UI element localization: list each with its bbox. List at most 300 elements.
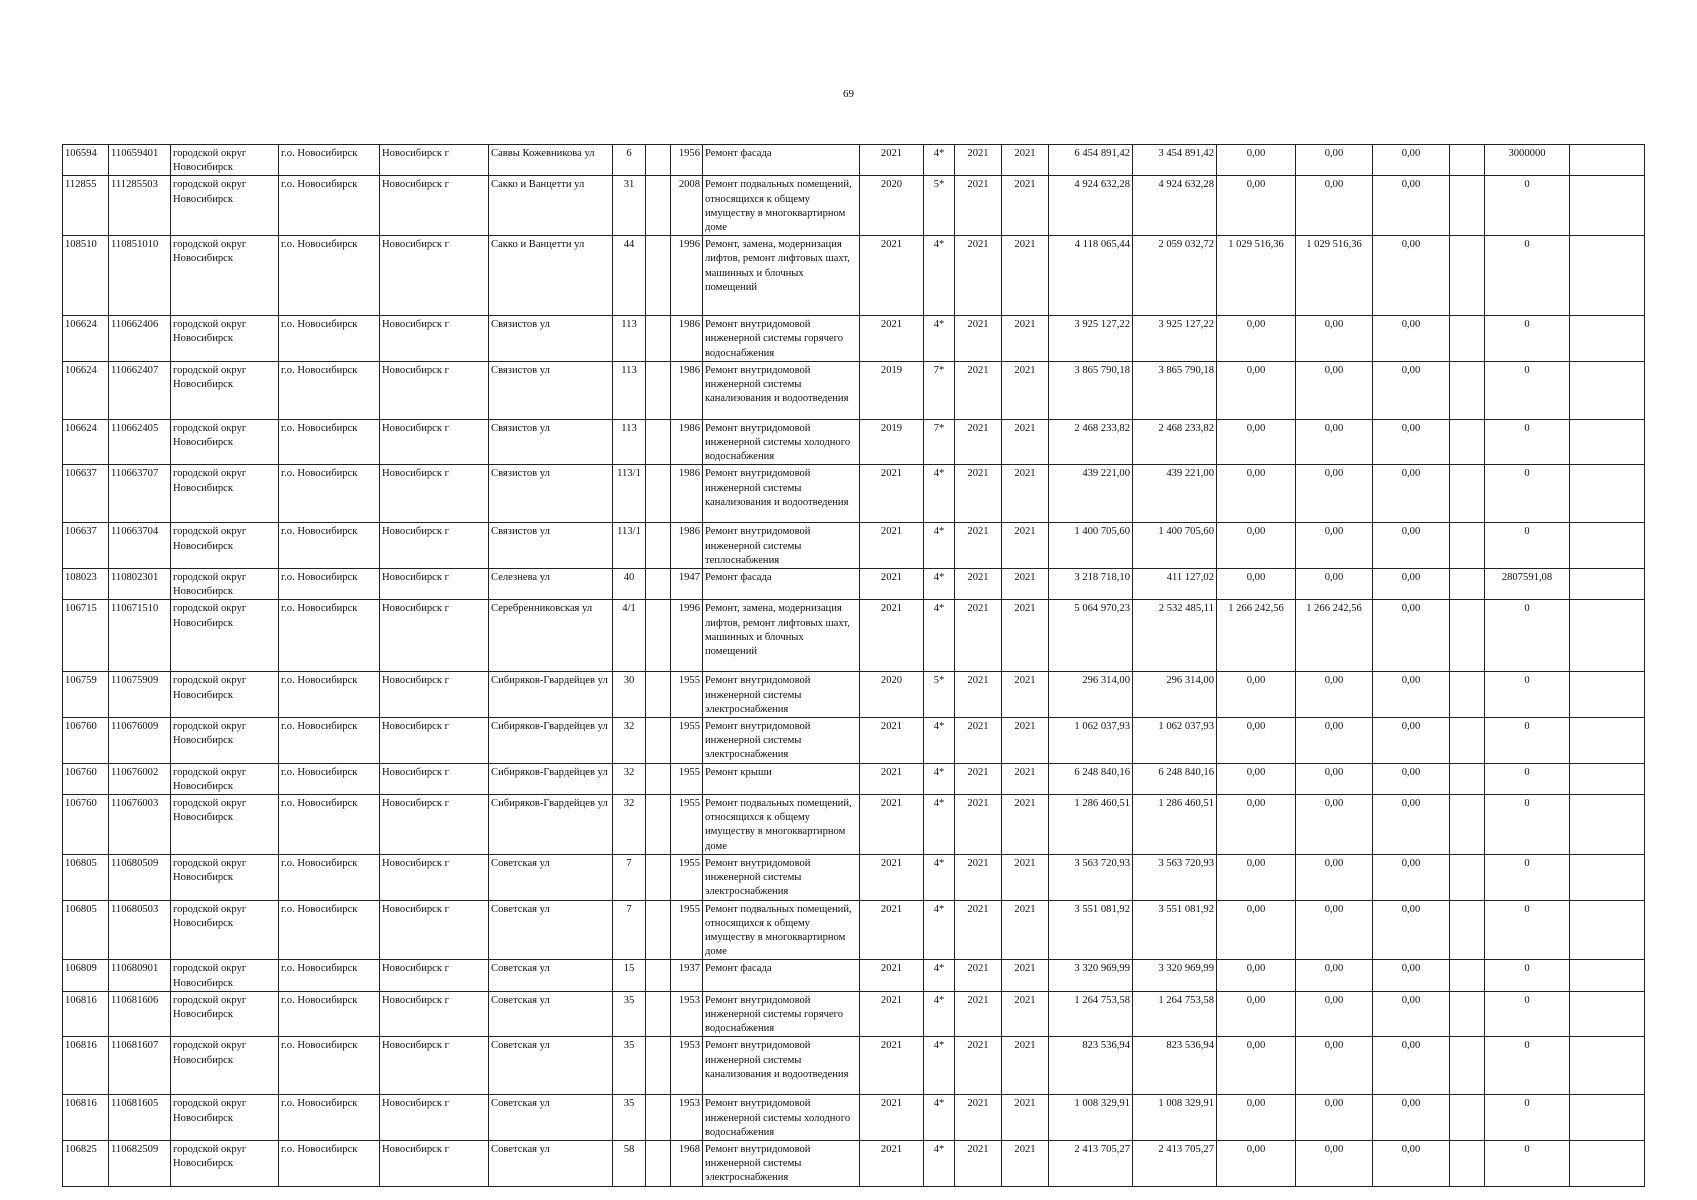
cell-s2: 0,00 bbox=[1217, 1095, 1296, 1141]
cell-code: 110662405 bbox=[109, 419, 171, 465]
cell-s2: 0,00 bbox=[1217, 569, 1296, 600]
table-row bbox=[63, 145, 1645, 176]
cell-street: Саввы Кожевникова ул bbox=[489, 145, 613, 176]
cell-y1: 2020 bbox=[860, 672, 924, 718]
cell-munic: г.о. Новосибирск bbox=[279, 600, 380, 672]
cell-code: 110662407 bbox=[109, 361, 171, 419]
cell-work: Ремонт внутридомовой инженерной системы холодного водоснабжения bbox=[703, 419, 860, 465]
cell-s3: 1 029 516,36 bbox=[1296, 236, 1373, 316]
cell-s5: 0 bbox=[1485, 795, 1570, 855]
cell-y2: 2021 bbox=[955, 795, 1002, 855]
cell-empty3 bbox=[1570, 672, 1645, 718]
cell-id: 112855 bbox=[63, 176, 109, 236]
cell-code: 110681607 bbox=[109, 1037, 171, 1095]
cell-cat: 4* bbox=[924, 795, 955, 855]
cell-y1: 2021 bbox=[860, 569, 924, 600]
cell-code: 110680509 bbox=[109, 854, 171, 900]
cell-year: 1986 bbox=[671, 465, 703, 523]
cell-district: городской округ Новосибирск bbox=[171, 854, 279, 900]
cell-y1: 2021 bbox=[860, 795, 924, 855]
cell-house: 113/1 bbox=[613, 523, 646, 569]
cell-empty2 bbox=[1450, 1140, 1485, 1186]
cell-y3: 2021 bbox=[1002, 236, 1049, 316]
cell-house: 113 bbox=[613, 361, 646, 419]
cell-cat: 7* bbox=[924, 419, 955, 465]
cell-y1: 2021 bbox=[860, 900, 924, 960]
cell-s4: 0,00 bbox=[1373, 176, 1450, 236]
cell-y2: 2021 bbox=[955, 569, 1002, 600]
cell-work: Ремонт внутридомовой инженерной системы горячего водоснабжения bbox=[703, 316, 860, 362]
cell-year: 1986 bbox=[671, 419, 703, 465]
table-row bbox=[63, 763, 1645, 794]
cell-year: 1955 bbox=[671, 900, 703, 960]
cell-id: 108023 bbox=[63, 569, 109, 600]
cell-y1: 2021 bbox=[860, 465, 924, 523]
cell-work: Ремонт, замена, модернизация лифтов, ремонт лифтовых шахт, машинных и блочных помещений bbox=[703, 600, 860, 672]
cell-s2: 0,00 bbox=[1217, 991, 1296, 1037]
cell-street: Сакко и Ванцетти ул bbox=[489, 176, 613, 236]
cell-id: 106760 bbox=[63, 763, 109, 794]
cell-y3: 2021 bbox=[1002, 1140, 1049, 1186]
cell-cat: 4* bbox=[924, 854, 955, 900]
cell-total: 6 248 840,16 bbox=[1049, 763, 1133, 794]
table-row bbox=[63, 465, 1645, 523]
cell-s1: 1 264 753,58 bbox=[1133, 991, 1217, 1037]
cell-year: 1955 bbox=[671, 672, 703, 718]
cell-city: Новосибирск г bbox=[380, 316, 489, 362]
cell-s4: 0,00 bbox=[1373, 361, 1450, 419]
cell-s5: 3000000 bbox=[1485, 145, 1570, 176]
cell-munic: г.о. Новосибирск bbox=[279, 960, 380, 991]
cell-code: 111285503 bbox=[109, 176, 171, 236]
cell-id: 106624 bbox=[63, 361, 109, 419]
cell-district: городской округ Новосибирск bbox=[171, 718, 279, 764]
cell-munic: г.о. Новосибирск bbox=[279, 854, 380, 900]
cell-district: городской округ Новосибирск bbox=[171, 600, 279, 672]
cell-cat: 4* bbox=[924, 1140, 955, 1186]
cell-s3: 0,00 bbox=[1296, 1037, 1373, 1095]
cell-s2: 0,00 bbox=[1217, 1140, 1296, 1186]
cell-code: 110676009 bbox=[109, 718, 171, 764]
cell-total: 1 008 329,91 bbox=[1049, 1095, 1133, 1141]
cell-code: 110680901 bbox=[109, 960, 171, 991]
cell-district: городской округ Новосибирск bbox=[171, 145, 279, 176]
cell-s1: 3 563 720,93 bbox=[1133, 854, 1217, 900]
cell-house: 113/1 bbox=[613, 465, 646, 523]
cell-cat: 4* bbox=[924, 600, 955, 672]
cell-work: Ремонт внутридомовой инженерной системы электроснабжения bbox=[703, 1140, 860, 1186]
cell-code: 110675909 bbox=[109, 672, 171, 718]
cell-total: 1 264 753,58 bbox=[1049, 991, 1133, 1037]
cell-work: Ремонт фасада bbox=[703, 569, 860, 600]
cell-year: 1986 bbox=[671, 523, 703, 569]
repair-register-table bbox=[62, 144, 1645, 1187]
cell-empty3 bbox=[1570, 1037, 1645, 1095]
cell-empty3 bbox=[1570, 523, 1645, 569]
cell-y2: 2021 bbox=[955, 672, 1002, 718]
cell-district: городской округ Новосибирск bbox=[171, 1095, 279, 1141]
cell-house: 113 bbox=[613, 419, 646, 465]
cell-s2: 0,00 bbox=[1217, 763, 1296, 794]
cell-house: 32 bbox=[613, 763, 646, 794]
cell-empty2 bbox=[1450, 763, 1485, 794]
cell-s5: 0 bbox=[1485, 763, 1570, 794]
cell-y2: 2021 bbox=[955, 316, 1002, 362]
cell-s5: 2807591,08 bbox=[1485, 569, 1570, 600]
cell-s5: 0 bbox=[1485, 900, 1570, 960]
cell-y1: 2021 bbox=[860, 763, 924, 794]
cell-id: 106809 bbox=[63, 960, 109, 991]
cell-s4: 0,00 bbox=[1373, 672, 1450, 718]
cell-house: 113 bbox=[613, 316, 646, 362]
cell-s2: 0,00 bbox=[1217, 795, 1296, 855]
cell-year: 1996 bbox=[671, 236, 703, 316]
cell-s2: 0,00 bbox=[1217, 854, 1296, 900]
cell-year: 1955 bbox=[671, 718, 703, 764]
cell-house: 6 bbox=[613, 145, 646, 176]
cell-id: 106594 bbox=[63, 145, 109, 176]
cell-empty2 bbox=[1450, 523, 1485, 569]
cell-cat: 4* bbox=[924, 316, 955, 362]
cell-city: Новосибирск г bbox=[380, 523, 489, 569]
cell-y2: 2021 bbox=[955, 763, 1002, 794]
cell-munic: г.о. Новосибирск bbox=[279, 991, 380, 1037]
cell-year: 1955 bbox=[671, 795, 703, 855]
cell-s4: 0,00 bbox=[1373, 854, 1450, 900]
cell-s4: 0,00 bbox=[1373, 1095, 1450, 1141]
cell-munic: г.о. Новосибирск bbox=[279, 419, 380, 465]
cell-empty1 bbox=[646, 236, 671, 316]
cell-y1: 2021 bbox=[860, 600, 924, 672]
cell-street: Связистов ул bbox=[489, 361, 613, 419]
cell-year: 1955 bbox=[671, 854, 703, 900]
cell-empty3 bbox=[1570, 960, 1645, 991]
cell-empty1 bbox=[646, 176, 671, 236]
cell-s5: 0 bbox=[1485, 419, 1570, 465]
cell-s5: 0 bbox=[1485, 672, 1570, 718]
cell-id: 106760 bbox=[63, 718, 109, 764]
cell-munic: г.о. Новосибирск bbox=[279, 523, 380, 569]
cell-s1: 2 468 233,82 bbox=[1133, 419, 1217, 465]
cell-y1: 2020 bbox=[860, 176, 924, 236]
cell-s5: 0 bbox=[1485, 1140, 1570, 1186]
cell-street: Сибиряков-Гвардейцев ул bbox=[489, 795, 613, 855]
cell-empty2 bbox=[1450, 1037, 1485, 1095]
cell-street: Сибиряков-Гвардейцев ул bbox=[489, 718, 613, 764]
cell-id: 106637 bbox=[63, 523, 109, 569]
cell-district: городской округ Новосибирск bbox=[171, 523, 279, 569]
cell-total: 5 064 970,23 bbox=[1049, 600, 1133, 672]
cell-empty3 bbox=[1570, 1095, 1645, 1141]
cell-s4: 0,00 bbox=[1373, 236, 1450, 316]
cell-munic: г.о. Новосибирск bbox=[279, 176, 380, 236]
cell-empty3 bbox=[1570, 1140, 1645, 1186]
cell-s1: 2 059 032,72 bbox=[1133, 236, 1217, 316]
cell-street: Сибиряков-Гвардейцев ул bbox=[489, 672, 613, 718]
cell-year: 1968 bbox=[671, 1140, 703, 1186]
cell-code: 110802301 bbox=[109, 569, 171, 600]
cell-work: Ремонт подвальных помещений, относящихся к общему имуществу в многоквартирном доме bbox=[703, 900, 860, 960]
cell-total: 1 400 705,60 bbox=[1049, 523, 1133, 569]
cell-y1: 2021 bbox=[860, 316, 924, 362]
cell-work: Ремонт, замена, модернизация лифтов, ремонт лифтовых шахт, машинных и блочных помещений bbox=[703, 236, 860, 316]
cell-work: Ремонт внутридомовой инженерной системы канализования и водоотведения bbox=[703, 465, 860, 523]
cell-empty2 bbox=[1450, 465, 1485, 523]
cell-empty2 bbox=[1450, 419, 1485, 465]
cell-y3: 2021 bbox=[1002, 523, 1049, 569]
cell-city: Новосибирск г bbox=[380, 600, 489, 672]
cell-s3: 0,00 bbox=[1296, 1095, 1373, 1141]
cell-city: Новосибирск г bbox=[380, 795, 489, 855]
cell-empty3 bbox=[1570, 854, 1645, 900]
table-row bbox=[63, 316, 1645, 362]
cell-empty1 bbox=[646, 361, 671, 419]
cell-s3: 0,00 bbox=[1296, 854, 1373, 900]
table-row bbox=[63, 672, 1645, 718]
cell-y2: 2021 bbox=[955, 1037, 1002, 1095]
cell-y2: 2021 bbox=[955, 900, 1002, 960]
cell-y3: 2021 bbox=[1002, 1037, 1049, 1095]
cell-total: 3 551 081,92 bbox=[1049, 900, 1133, 960]
cell-work: Ремонт подвальных помещений, относящихся к общему имуществу в многоквартирном доме bbox=[703, 176, 860, 236]
cell-total: 3 865 790,18 bbox=[1049, 361, 1133, 419]
cell-empty1 bbox=[646, 763, 671, 794]
cell-id: 106816 bbox=[63, 1037, 109, 1095]
cell-s2: 0,00 bbox=[1217, 718, 1296, 764]
cell-work: Ремонт внутридомовой инженерной системы канализования и водоотведения bbox=[703, 361, 860, 419]
cell-s4: 0,00 bbox=[1373, 718, 1450, 764]
cell-empty1 bbox=[646, 854, 671, 900]
cell-code: 110681605 bbox=[109, 1095, 171, 1141]
cell-street: Связистов ул bbox=[489, 465, 613, 523]
cell-empty2 bbox=[1450, 316, 1485, 362]
cell-district: городской округ Новосибирск bbox=[171, 316, 279, 362]
cell-empty1 bbox=[646, 900, 671, 960]
cell-s3: 0,00 bbox=[1296, 763, 1373, 794]
cell-work: Ремонт внутридомовой инженерной системы теплоснабжения bbox=[703, 523, 860, 569]
cell-y3: 2021 bbox=[1002, 419, 1049, 465]
cell-code: 110663707 bbox=[109, 465, 171, 523]
cell-y2: 2021 bbox=[955, 718, 1002, 764]
cell-y2: 2021 bbox=[955, 145, 1002, 176]
cell-s1: 3 865 790,18 bbox=[1133, 361, 1217, 419]
cell-work: Ремонт внутридомовой инженерной системы электроснабжения bbox=[703, 718, 860, 764]
cell-total: 3 925 127,22 bbox=[1049, 316, 1133, 362]
cell-s4: 0,00 bbox=[1373, 900, 1450, 960]
cell-s3: 0,00 bbox=[1296, 176, 1373, 236]
cell-y1: 2021 bbox=[860, 854, 924, 900]
cell-s4: 0,00 bbox=[1373, 569, 1450, 600]
cell-s1: 3 551 081,92 bbox=[1133, 900, 1217, 960]
cell-s4: 0,00 bbox=[1373, 600, 1450, 672]
cell-city: Новосибирск г bbox=[380, 900, 489, 960]
cell-house: 4/1 bbox=[613, 600, 646, 672]
cell-house: 35 bbox=[613, 1095, 646, 1141]
table-row bbox=[63, 1140, 1645, 1186]
cell-y3: 2021 bbox=[1002, 316, 1049, 362]
cell-y2: 2021 bbox=[955, 854, 1002, 900]
table-row bbox=[63, 795, 1645, 855]
cell-y1: 2021 bbox=[860, 1095, 924, 1141]
cell-district: городской округ Новосибирск bbox=[171, 1037, 279, 1095]
cell-s4: 0,00 bbox=[1373, 1037, 1450, 1095]
cell-empty3 bbox=[1570, 718, 1645, 764]
cell-cat: 4* bbox=[924, 569, 955, 600]
cell-s5: 0 bbox=[1485, 854, 1570, 900]
cell-y2: 2021 bbox=[955, 236, 1002, 316]
cell-munic: г.о. Новосибирск bbox=[279, 763, 380, 794]
cell-s2: 0,00 bbox=[1217, 900, 1296, 960]
cell-cat: 4* bbox=[924, 718, 955, 764]
cell-cat: 4* bbox=[924, 991, 955, 1037]
cell-total: 2 468 233,82 bbox=[1049, 419, 1133, 465]
cell-district: городской округ Новосибирск bbox=[171, 1140, 279, 1186]
cell-s4: 0,00 bbox=[1373, 419, 1450, 465]
cell-empty1 bbox=[646, 523, 671, 569]
cell-s4: 0,00 bbox=[1373, 795, 1450, 855]
cell-empty2 bbox=[1450, 236, 1485, 316]
cell-s5: 0 bbox=[1485, 523, 1570, 569]
table-row bbox=[63, 600, 1645, 672]
cell-cat: 7* bbox=[924, 361, 955, 419]
cell-year: 1996 bbox=[671, 600, 703, 672]
cell-street: Советская ул bbox=[489, 1095, 613, 1141]
cell-empty3 bbox=[1570, 236, 1645, 316]
cell-s5: 0 bbox=[1485, 1037, 1570, 1095]
cell-empty1 bbox=[646, 465, 671, 523]
cell-house: 35 bbox=[613, 1037, 646, 1095]
cell-city: Новосибирск г bbox=[380, 718, 489, 764]
cell-y2: 2021 bbox=[955, 419, 1002, 465]
table-row bbox=[63, 523, 1645, 569]
cell-year: 1937 bbox=[671, 960, 703, 991]
cell-work: Ремонт внутридомовой инженерной системы канализования и водоотведения bbox=[703, 1037, 860, 1095]
cell-munic: г.о. Новосибирск bbox=[279, 361, 380, 419]
cell-s5: 0 bbox=[1485, 176, 1570, 236]
cell-munic: г.о. Новосибирск bbox=[279, 1140, 380, 1186]
cell-empty2 bbox=[1450, 900, 1485, 960]
cell-empty2 bbox=[1450, 361, 1485, 419]
cell-munic: г.о. Новосибирск bbox=[279, 795, 380, 855]
cell-s3: 0,00 bbox=[1296, 991, 1373, 1037]
cell-s1: 1 400 705,60 bbox=[1133, 523, 1217, 569]
cell-s1: 2 413 705,27 bbox=[1133, 1140, 1217, 1186]
cell-y2: 2021 bbox=[955, 1095, 1002, 1141]
cell-s3: 0,00 bbox=[1296, 419, 1373, 465]
cell-city: Новосибирск г bbox=[380, 672, 489, 718]
cell-y3: 2021 bbox=[1002, 600, 1049, 672]
cell-s1: 296 314,00 bbox=[1133, 672, 1217, 718]
cell-total: 296 314,00 bbox=[1049, 672, 1133, 718]
cell-munic: г.о. Новосибирск bbox=[279, 236, 380, 316]
cell-s1: 1 008 329,91 bbox=[1133, 1095, 1217, 1141]
cell-s2: 0,00 bbox=[1217, 419, 1296, 465]
cell-house: 44 bbox=[613, 236, 646, 316]
table-row bbox=[63, 854, 1645, 900]
cell-id: 106816 bbox=[63, 1095, 109, 1141]
cell-empty2 bbox=[1450, 176, 1485, 236]
cell-s3: 0,00 bbox=[1296, 960, 1373, 991]
cell-district: городской округ Новосибирск bbox=[171, 795, 279, 855]
cell-munic: г.о. Новосибирск bbox=[279, 145, 380, 176]
cell-district: городской округ Новосибирск bbox=[171, 361, 279, 419]
cell-s2: 0,00 bbox=[1217, 465, 1296, 523]
cell-cat: 5* bbox=[924, 672, 955, 718]
cell-s3: 0,00 bbox=[1296, 795, 1373, 855]
cell-s4: 0,00 bbox=[1373, 1140, 1450, 1186]
table-row bbox=[63, 718, 1645, 764]
cell-code: 110680503 bbox=[109, 900, 171, 960]
cell-y2: 2021 bbox=[955, 960, 1002, 991]
cell-y2: 2021 bbox=[955, 523, 1002, 569]
page-number: 69 bbox=[843, 88, 854, 100]
cell-s3: 0,00 bbox=[1296, 718, 1373, 764]
cell-cat: 4* bbox=[924, 145, 955, 176]
cell-s1: 823 536,94 bbox=[1133, 1037, 1217, 1095]
cell-s2: 1 029 516,36 bbox=[1217, 236, 1296, 316]
cell-id: 106760 bbox=[63, 795, 109, 855]
cell-munic: г.о. Новосибирск bbox=[279, 718, 380, 764]
cell-total: 439 221,00 bbox=[1049, 465, 1133, 523]
cell-street: Связистов ул bbox=[489, 316, 613, 362]
cell-empty3 bbox=[1570, 316, 1645, 362]
cell-city: Новосибирск г bbox=[380, 419, 489, 465]
cell-y3: 2021 bbox=[1002, 1095, 1049, 1141]
cell-munic: г.о. Новосибирск bbox=[279, 672, 380, 718]
cell-y3: 2021 bbox=[1002, 991, 1049, 1037]
cell-city: Новосибирск г bbox=[380, 465, 489, 523]
cell-cat: 4* bbox=[924, 960, 955, 991]
cell-s4: 0,00 bbox=[1373, 316, 1450, 362]
cell-s1: 411 127,02 bbox=[1133, 569, 1217, 600]
cell-cat: 4* bbox=[924, 1037, 955, 1095]
cell-s1: 4 924 632,28 bbox=[1133, 176, 1217, 236]
cell-empty2 bbox=[1450, 960, 1485, 991]
cell-street: Селезнева ул bbox=[489, 569, 613, 600]
cell-house: 35 bbox=[613, 991, 646, 1037]
cell-work: Ремонт внутридомовой инженерной системы электроснабжения bbox=[703, 854, 860, 900]
table-row bbox=[63, 1095, 1645, 1141]
cell-total: 4 118 065,44 bbox=[1049, 236, 1133, 316]
cell-munic: г.о. Новосибирск bbox=[279, 1037, 380, 1095]
cell-id: 106637 bbox=[63, 465, 109, 523]
cell-y2: 2021 bbox=[955, 176, 1002, 236]
cell-street: Советская ул bbox=[489, 1140, 613, 1186]
cell-city: Новосибирск г bbox=[380, 1140, 489, 1186]
cell-y1: 2021 bbox=[860, 523, 924, 569]
cell-id: 106624 bbox=[63, 316, 109, 362]
cell-year: 1953 bbox=[671, 1095, 703, 1141]
cell-s2: 0,00 bbox=[1217, 523, 1296, 569]
cell-street: Сибиряков-Гвардейцев ул bbox=[489, 763, 613, 794]
cell-empty1 bbox=[646, 419, 671, 465]
cell-y1: 2019 bbox=[860, 361, 924, 419]
cell-year: 1955 bbox=[671, 763, 703, 794]
cell-work: Ремонт фасада bbox=[703, 145, 860, 176]
cell-empty2 bbox=[1450, 569, 1485, 600]
cell-house: 58 bbox=[613, 1140, 646, 1186]
cell-empty3 bbox=[1570, 900, 1645, 960]
cell-s2: 0,00 bbox=[1217, 316, 1296, 362]
cell-street: Сакко и Ванцетти ул bbox=[489, 236, 613, 316]
cell-s3: 0,00 bbox=[1296, 316, 1373, 362]
cell-id: 106805 bbox=[63, 854, 109, 900]
cell-street: Советская ул bbox=[489, 1037, 613, 1095]
cell-work: Ремонт внутридомовой инженерной системы электроснабжения bbox=[703, 672, 860, 718]
cell-s5: 0 bbox=[1485, 718, 1570, 764]
cell-s4: 0,00 bbox=[1373, 991, 1450, 1037]
cell-district: городской округ Новосибирск bbox=[171, 672, 279, 718]
